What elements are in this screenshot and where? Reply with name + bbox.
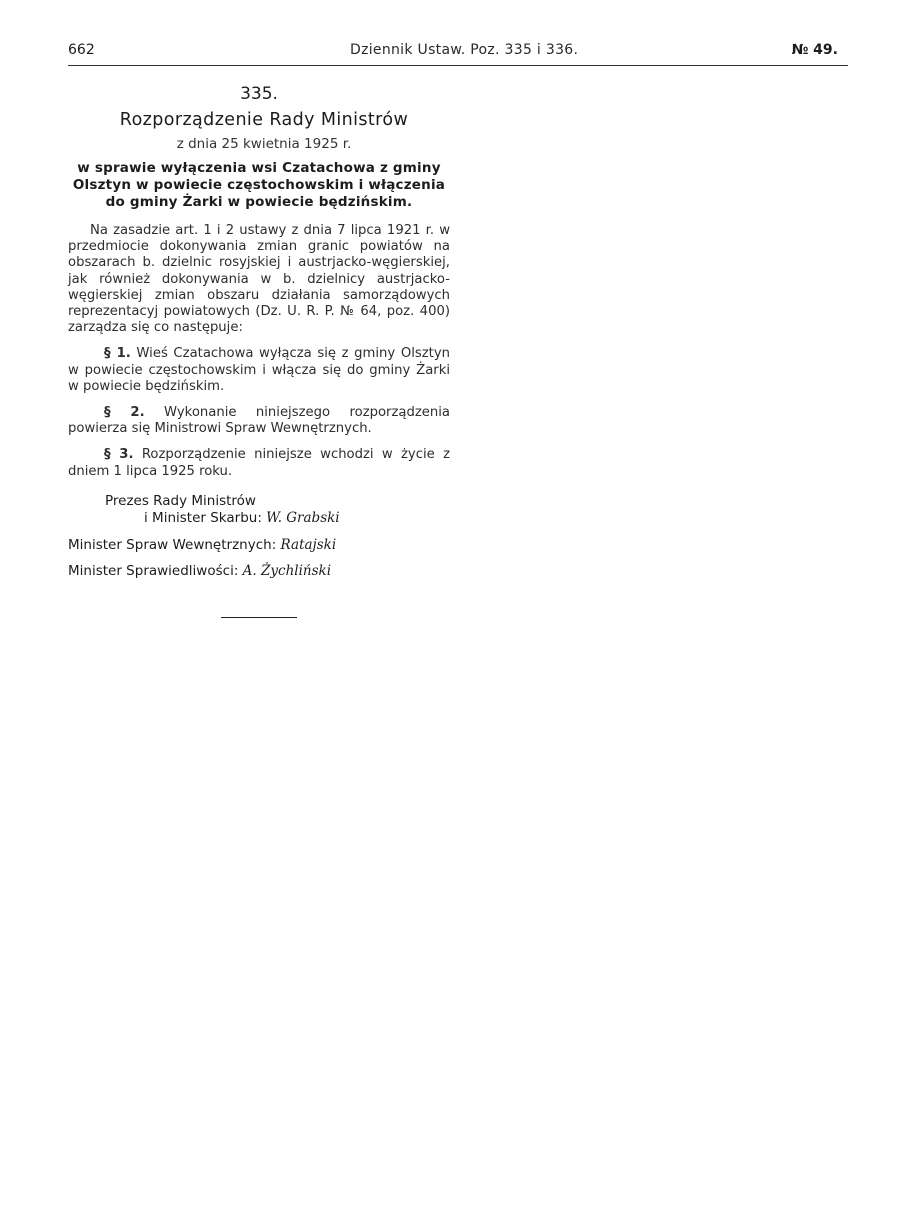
signature-name-2: W. Grabski	[266, 509, 340, 526]
journal-title: Dziennik Ustaw. Poz. 335 i 336.	[350, 42, 579, 58]
section-2-label: § 2.	[104, 405, 145, 421]
signature-role-2: i Minister Skarbu:	[144, 509, 262, 526]
section-3-label: § 3.	[104, 447, 134, 463]
signature-line-3	[68, 537, 450, 553]
signature-line-4	[68, 563, 450, 579]
section-1-label: § 1.	[104, 346, 131, 362]
signature-line-1: Prezes Rady Ministrów	[105, 492, 256, 509]
section-1-text: Wieś Czatachowa wyłącza się z gminy Olsztyn w powiecie częstochowskim i włącza się do gminy Żarki w powiecie będzińskim.	[68, 346, 450, 394]
section-1	[68, 346, 450, 395]
signature-role-4: Minister Sprawiedliwości:	[68, 562, 239, 579]
document-date: z dnia 25 kwietnia 1925 r.	[176, 136, 352, 152]
document-subject: w sprawie wyłączenia wsi Czatachowa z gminy Olsztyn w powiecie częstochowskim i włączenia do gminy Żarki w powiecie będzińskim.	[72, 160, 446, 210]
position-number: 335.	[240, 84, 278, 104]
signature-name-4: A. Żychliński	[242, 562, 332, 579]
page-header	[68, 40, 848, 64]
section-3-text: Rozporządzenie niniejsze wchodzi w życie z dniem 1 lipca 1925 roku.	[68, 447, 450, 479]
section-2	[68, 405, 450, 437]
document-column	[68, 80, 450, 579]
section-3	[68, 447, 450, 479]
issue-number: № 49.	[791, 42, 838, 58]
header-rule	[68, 65, 848, 66]
document-title: Rozporządzenie Rady Ministrów	[119, 110, 409, 130]
section-2-text: Wykonanie niniejszego rozporządzenia powierza się Ministrowi Spraw Wewnętrznych.	[68, 405, 450, 437]
signature-role-3: Minister Spraw Wewnętrznych:	[68, 536, 277, 553]
signature-name-3: Ratajski	[280, 536, 337, 553]
signature-line-2	[68, 510, 450, 526]
preamble-paragraph: Na zasadzie art. 1 i 2 ustawy z dnia 7 lipca 1921 r. w przedmiocie dokonywania zmian granic powiatów na obszarach b. dzielnic rosyjskiej i austrjacko-węgierskiej, jak również dokonywania w b. dzielnicy austrjacko-węgierskiej zmian obszaru działania samorządowych reprezentacyj powiatowych (Dz. U. R. P. № 64, poz. 400) zarządza się co następuje:	[68, 223, 450, 336]
page-number: 662	[68, 42, 95, 58]
end-rule	[221, 617, 297, 618]
